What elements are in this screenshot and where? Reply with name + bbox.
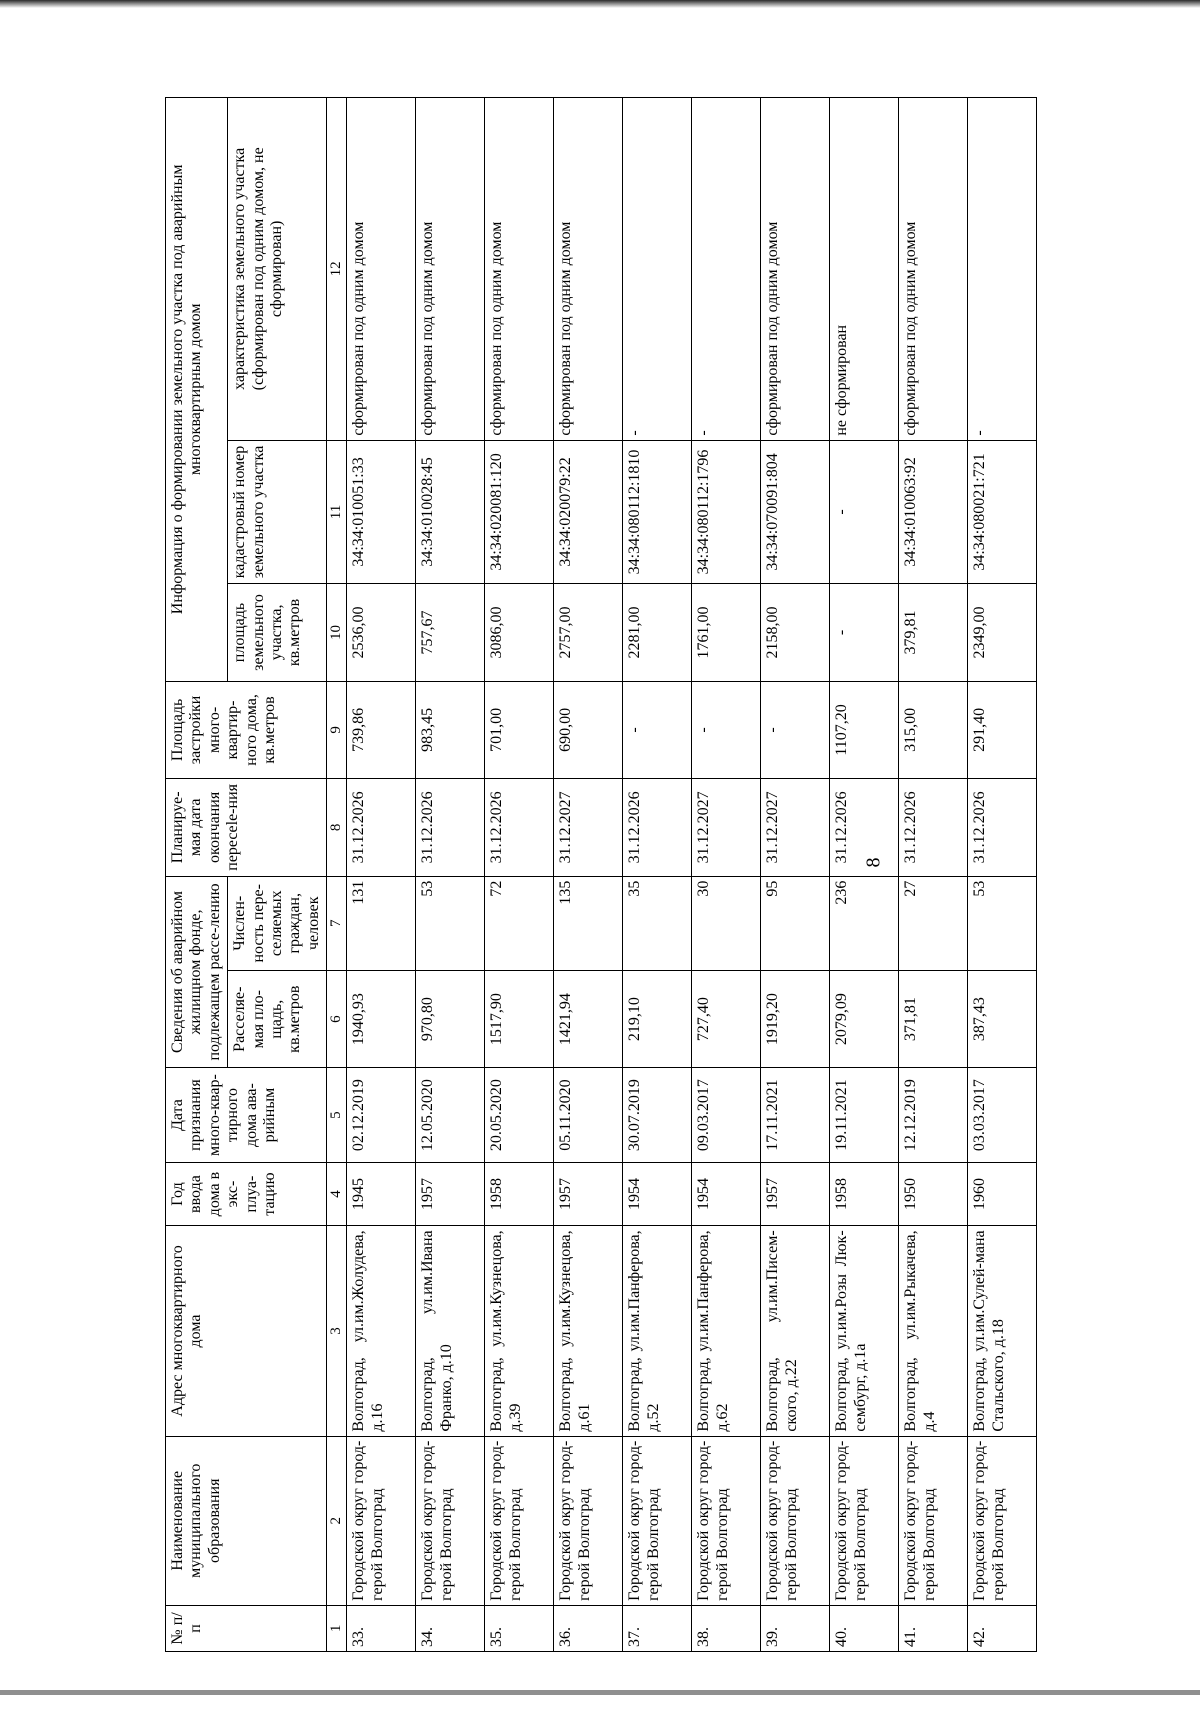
column-number: 12 <box>327 98 347 441</box>
year-cell: 1957 <box>416 1162 485 1226</box>
recognition-date-cell: 17.11.2021 <box>761 1068 830 1162</box>
row-number-cell: 34. <box>416 1605 485 1651</box>
cadastral-number-cell: - <box>830 440 899 584</box>
recognition-date-cell: 19.11.2021 <box>830 1068 899 1162</box>
relocated-people-cell: 30 <box>692 876 761 970</box>
recognition-date-cell: 30.07.2019 <box>623 1068 692 1162</box>
relocated-area-cell: 1940,93 <box>347 970 416 1067</box>
table-row <box>347 98 416 1652</box>
header-land-info: Информация о формировании земельного участка под аварийным многоквартирным домом <box>166 98 228 682</box>
column-number: 8 <box>327 779 347 876</box>
row-number-cell: 42. <box>968 1605 1037 1651</box>
year-cell: 1954 <box>692 1162 761 1226</box>
table-row <box>899 98 968 1652</box>
recognition-date-cell: 20.05.2020 <box>485 1068 554 1162</box>
row-number-cell: 33. <box>347 1605 416 1651</box>
land-feature-cell: сформирован под одним домом <box>554 98 623 441</box>
rotated-table-area <box>150 52 1150 1702</box>
planned-date-cell: 31.12.2027 <box>554 779 623 876</box>
land-feature-cell: сформирован под одним домом <box>761 98 830 441</box>
address-cell: Волгоград, ул.им.Панферова, д.52 <box>623 1226 692 1436</box>
municipality-cell: Городской округ город-герой Волгоград <box>761 1436 830 1605</box>
municipality-cell: Городской округ город-герой Волгоград <box>899 1436 968 1605</box>
planned-date-cell: 31.12.2026 <box>485 779 554 876</box>
planned-date-cell: 31.12.2026 <box>968 779 1037 876</box>
row-number-cell: 40. <box>830 1605 899 1651</box>
built-area-cell: - <box>623 681 692 778</box>
cadastral-number-cell: 34:34:010051:33 <box>347 440 416 584</box>
column-number: 11 <box>327 440 347 584</box>
column-number-row <box>327 98 347 1652</box>
land-feature-cell: - <box>968 98 1037 441</box>
relocated-area-cell: 1517,90 <box>485 970 554 1067</box>
header-address: Адрес многоквартирного дома <box>166 1226 327 1436</box>
column-number: 1 <box>327 1605 347 1651</box>
address-cell: Волгоград, ул.им.Рыкачева, д.4 <box>899 1226 968 1436</box>
relocated-area-cell: 2079,09 <box>830 970 899 1067</box>
recognition-date-cell: 05.11.2020 <box>554 1068 623 1162</box>
relocated-people-cell: 72 <box>485 876 554 970</box>
column-number: 5 <box>327 1068 347 1162</box>
relocated-area-cell: 970,80 <box>416 970 485 1067</box>
header-land-area: площадь земельного участка, кв.метров <box>228 584 327 681</box>
recognition-date-cell: 02.12.2019 <box>347 1068 416 1162</box>
cadastral-number-cell: 34:34:010028:45 <box>416 440 485 584</box>
relocated-area-cell: 387,43 <box>968 970 1037 1067</box>
year-cell: 1958 <box>485 1162 554 1226</box>
municipality-cell: Городской округ город-герой Волгоград <box>554 1436 623 1605</box>
land-area-cell: 2349,00 <box>968 584 1037 681</box>
planned-date-cell: 31.12.2026 <box>416 779 485 876</box>
row-number-cell: 38. <box>692 1605 761 1651</box>
land-area-cell: 2536,00 <box>347 584 416 681</box>
cadastral-number-cell: 34:34:020081:120 <box>485 440 554 584</box>
relocated-area-cell: 727,40 <box>692 970 761 1067</box>
address-cell: Волгоград, ул.им.Кузнецова, д.61 <box>554 1226 623 1436</box>
relocated-area-cell: 219,10 <box>623 970 692 1067</box>
year-cell: 1954 <box>623 1162 692 1226</box>
built-area-cell: 983,45 <box>416 681 485 778</box>
recognition-date-cell: 12.05.2020 <box>416 1068 485 1162</box>
planned-date-cell: 31.12.2026 <box>347 779 416 876</box>
header-year: Год ввода дома в экс-плуа-тацию <box>166 1162 327 1226</box>
year-cell: 1958 <box>830 1162 899 1226</box>
address-cell: Волгоград, ул.им.Жолудева, д.16 <box>347 1226 416 1436</box>
header-emergency-fund: Сведения об аварийном жилищном фонде, подлежащем рассе-лению <box>166 876 228 1068</box>
column-number: 9 <box>327 681 347 778</box>
relocated-people-cell: 236 <box>830 876 899 970</box>
relocated-people-cell: 35 <box>623 876 692 970</box>
table-row <box>692 98 761 1652</box>
built-area-cell: - <box>761 681 830 778</box>
scan-edge-top <box>0 0 1200 8</box>
land-feature-cell: - <box>623 98 692 441</box>
land-feature-cell: не сформирован <box>830 98 899 441</box>
header-relocated-people: Числен-ность пере-селяемых граждан, человек <box>228 876 327 970</box>
table-row <box>761 98 830 1652</box>
planned-date-cell: 31.12.2026 <box>830 779 899 876</box>
land-area-cell: 1761,00 <box>692 584 761 681</box>
address-cell: Волгоград, ул.им.Панферова, д.62 <box>692 1226 761 1436</box>
row-number-cell: 39. <box>761 1605 830 1651</box>
relocated-people-cell: 95 <box>761 876 830 970</box>
land-area-cell: 757,67 <box>416 584 485 681</box>
built-area-cell: 315,00 <box>899 681 968 778</box>
land-feature-cell: сформирован под одним домом <box>899 98 968 441</box>
built-area-cell: 701,00 <box>485 681 554 778</box>
built-area-cell: 690,00 <box>554 681 623 778</box>
table-row <box>968 98 1037 1652</box>
header-cadastral: кадастровый номер земельного участка <box>228 440 327 584</box>
land-area-cell: - <box>830 584 899 681</box>
cadastral-number-cell: 34:34:080112:1810 <box>623 440 692 584</box>
year-cell: 1957 <box>761 1162 830 1226</box>
table-row <box>830 98 899 1652</box>
built-area-cell: 1107,20 <box>830 681 899 778</box>
row-number-cell: 35. <box>485 1605 554 1651</box>
land-area-cell: 3086,00 <box>485 584 554 681</box>
address-cell: Волгоград, ул.им.Сулей-мана Стальского, д.18 <box>968 1226 1037 1436</box>
recognition-date-cell: 09.03.2017 <box>692 1068 761 1162</box>
relocated-people-cell: 53 <box>416 876 485 970</box>
address-cell: Волгоград, ул.им.Розы Люк-сембург, д.1а <box>830 1226 899 1436</box>
address-cell: Волгоград, ул.им.Кузнецова, д.39 <box>485 1226 554 1436</box>
year-cell: 1950 <box>899 1162 968 1226</box>
land-feature-cell: сформирован под одним домом <box>485 98 554 441</box>
column-number: 7 <box>327 876 347 970</box>
relocated-area-cell: 1919,20 <box>761 970 830 1067</box>
page-number: 8 <box>862 857 885 867</box>
land-feature-cell: сформирован под одним домом <box>416 98 485 441</box>
address-cell: Волгоград, ул.им.Писем-ского, д.22 <box>761 1226 830 1436</box>
municipality-cell: Городской округ город-герой Волгоград <box>968 1436 1037 1605</box>
table-row <box>554 98 623 1652</box>
header-planned-date: Планируе-мая дата окончания пересele-ния <box>166 779 327 876</box>
municipality-cell: Городской округ город-герой Волгоград <box>485 1436 554 1605</box>
cadastral-number-cell: 34:34:080021:721 <box>968 440 1037 584</box>
header-date-recognized: Дата признания много-квар-тирного дома ава-рийным <box>166 1068 327 1162</box>
scan-edge-bottom <box>0 1690 1200 1695</box>
column-number: 10 <box>327 584 347 681</box>
municipality-cell: Городской округ город-герой Волгоград <box>830 1436 899 1605</box>
year-cell: 1960 <box>968 1162 1037 1226</box>
built-area-cell: 291,40 <box>968 681 1037 778</box>
relocated-people-cell: 131 <box>347 876 416 970</box>
recognition-date-cell: 12.12.2019 <box>899 1068 968 1162</box>
column-number: 2 <box>327 1436 347 1605</box>
row-number-cell: 37. <box>623 1605 692 1651</box>
planned-date-cell: 31.12.2027 <box>692 779 761 876</box>
table-row <box>623 98 692 1652</box>
municipality-cell: Городской округ город-герой Волгоград <box>416 1436 485 1605</box>
built-area-cell: - <box>692 681 761 778</box>
land-area-cell: 2158,00 <box>761 584 830 681</box>
relocated-people-cell: 27 <box>899 876 968 970</box>
emergency-housing-table <box>165 97 1037 1652</box>
header-relocated-area: Расселяе-мая пло-щадь, кв.метров <box>228 970 327 1067</box>
column-number: 3 <box>327 1226 347 1436</box>
municipality-cell: Городской округ город-герой Волгоград <box>347 1436 416 1605</box>
planned-date-cell: 31.12.2027 <box>761 779 830 876</box>
address-cell: Волгоград, ул.им.Ивана Франко, д.10 <box>416 1226 485 1436</box>
relocated-people-cell: 53 <box>968 876 1037 970</box>
land-area-cell: 2757,00 <box>554 584 623 681</box>
recognition-date-cell: 03.03.2017 <box>968 1068 1037 1162</box>
municipality-cell: Городской округ город-герой Волгоград <box>692 1436 761 1605</box>
built-area-cell: 739,86 <box>347 681 416 778</box>
land-feature-cell: сформирован под одним домом <box>347 98 416 441</box>
column-number: 4 <box>327 1162 347 1226</box>
column-number: 6 <box>327 970 347 1067</box>
cadastral-number-cell: 34:34:020079:22 <box>554 440 623 584</box>
land-feature-cell: - <box>692 98 761 441</box>
header-land-feature: характеристика земельного участка (сформирован под одним домом, не сформирован) <box>228 98 327 441</box>
planned-date-cell: 31.12.2026 <box>899 779 968 876</box>
municipality-cell: Городской округ город-герой Волгоград <box>623 1436 692 1605</box>
relocated-area-cell: 371,81 <box>899 970 968 1067</box>
cadastral-number-cell: 34:34:080112:1796 <box>692 440 761 584</box>
year-cell: 1945 <box>347 1162 416 1226</box>
table-row <box>416 98 485 1652</box>
year-cell: 1957 <box>554 1162 623 1226</box>
header-municipality: Наименование муниципального образования <box>166 1436 327 1605</box>
table-row <box>485 98 554 1652</box>
relocated-people-cell: 135 <box>554 876 623 970</box>
cadastral-number-cell: 34:34:010063:92 <box>899 440 968 584</box>
row-number-cell: 41. <box>899 1605 968 1651</box>
planned-date-cell: 31.12.2026 <box>623 779 692 876</box>
header-num: № п/п <box>166 1605 327 1651</box>
header-built-area: Площадь застройки много-квартир-ного дома, кв.метров <box>166 681 327 778</box>
cadastral-number-cell: 34:34:070091:804 <box>761 440 830 584</box>
relocated-area-cell: 1421,94 <box>554 970 623 1067</box>
land-area-cell: 379,81 <box>899 584 968 681</box>
row-number-cell: 36. <box>554 1605 623 1651</box>
land-area-cell: 2281,00 <box>623 584 692 681</box>
